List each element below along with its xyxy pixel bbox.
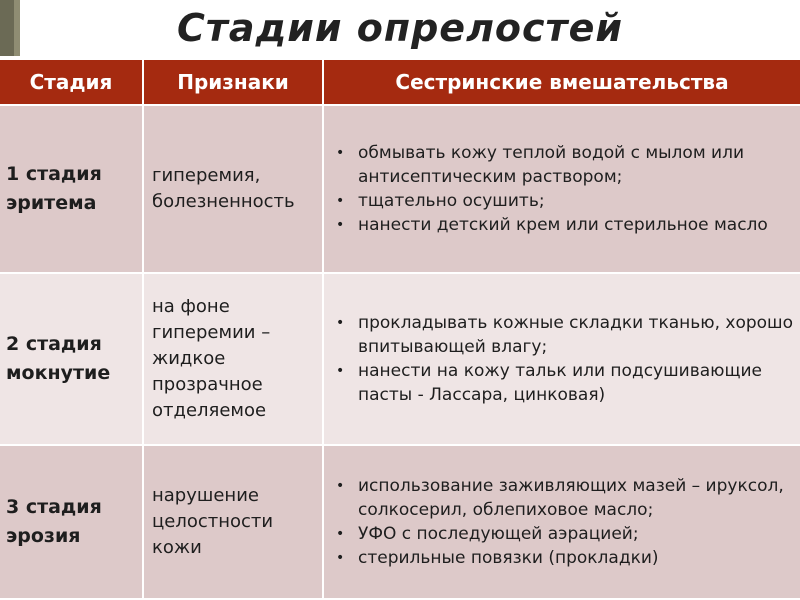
signs-cell xyxy=(143,273,323,444)
stage-number: 1 стадия xyxy=(6,163,102,186)
signs-cell xyxy=(143,105,323,273)
intervention-item: • нанести детский крем или стерильное масло xyxy=(336,213,796,237)
sign-line: жидкое xyxy=(152,348,226,370)
stage-number: 3 стадия xyxy=(6,495,102,518)
interventions-list xyxy=(336,311,796,407)
stage-name: эрозия xyxy=(6,524,81,547)
stage-name: мокнутие xyxy=(6,362,111,385)
intervention-item: • тщательно осушить; xyxy=(336,189,796,213)
intervention-item: • использование заживляющих мазей – ируксол, солкосерил, облепиховое масло; xyxy=(336,474,796,522)
header-stage: Стадия xyxy=(0,60,143,105)
table-row xyxy=(0,445,800,599)
intervention-item: • прокладывать кожные складки тканью, хорошо впитывающей влагу; xyxy=(336,311,796,359)
header-signs: Признаки xyxy=(143,60,323,105)
sign-line: гиперемия, xyxy=(152,165,261,187)
intervention-item: • нанести на кожу тальк или подсушивающие пасты - Лассара, цинковая) xyxy=(336,359,796,407)
table-header-row xyxy=(0,60,800,105)
table-row xyxy=(0,105,800,273)
signs-cell xyxy=(143,445,323,599)
stage-number: 2 стадия xyxy=(6,333,102,356)
interventions-list xyxy=(336,141,796,237)
sign-line: гиперемии – xyxy=(152,322,271,344)
sign-line: кожи xyxy=(152,536,202,558)
interventions-cell xyxy=(323,105,800,273)
interventions-cell xyxy=(323,273,800,444)
sign-line: целостности xyxy=(152,510,274,532)
sign-line: нарушение xyxy=(152,484,259,506)
stage-name: эритема xyxy=(6,192,97,215)
intervention-item: • УФО с последующей аэрацией; xyxy=(336,522,796,546)
interventions-cell xyxy=(323,445,800,599)
stage-cell xyxy=(0,273,143,444)
slide-title: Стадии опрелостей xyxy=(177,6,623,50)
stages-table xyxy=(0,60,800,600)
stage-cell xyxy=(0,445,143,599)
interventions-list xyxy=(336,474,796,570)
table-row xyxy=(0,273,800,444)
sign-line: прозрачное xyxy=(152,374,263,396)
header-interventions: Сестринские вмешательства xyxy=(323,60,800,105)
intervention-item: • стерильные повязки (прокладки) xyxy=(336,546,796,570)
sign-line: отделяемое xyxy=(152,400,267,422)
sign-line: на фоне xyxy=(152,296,230,318)
sign-line: болезненность xyxy=(152,191,295,213)
stage-cell xyxy=(0,105,143,273)
intervention-item: • обмывать кожу теплой водой с мылом или антисептическим раствором; xyxy=(336,141,796,189)
